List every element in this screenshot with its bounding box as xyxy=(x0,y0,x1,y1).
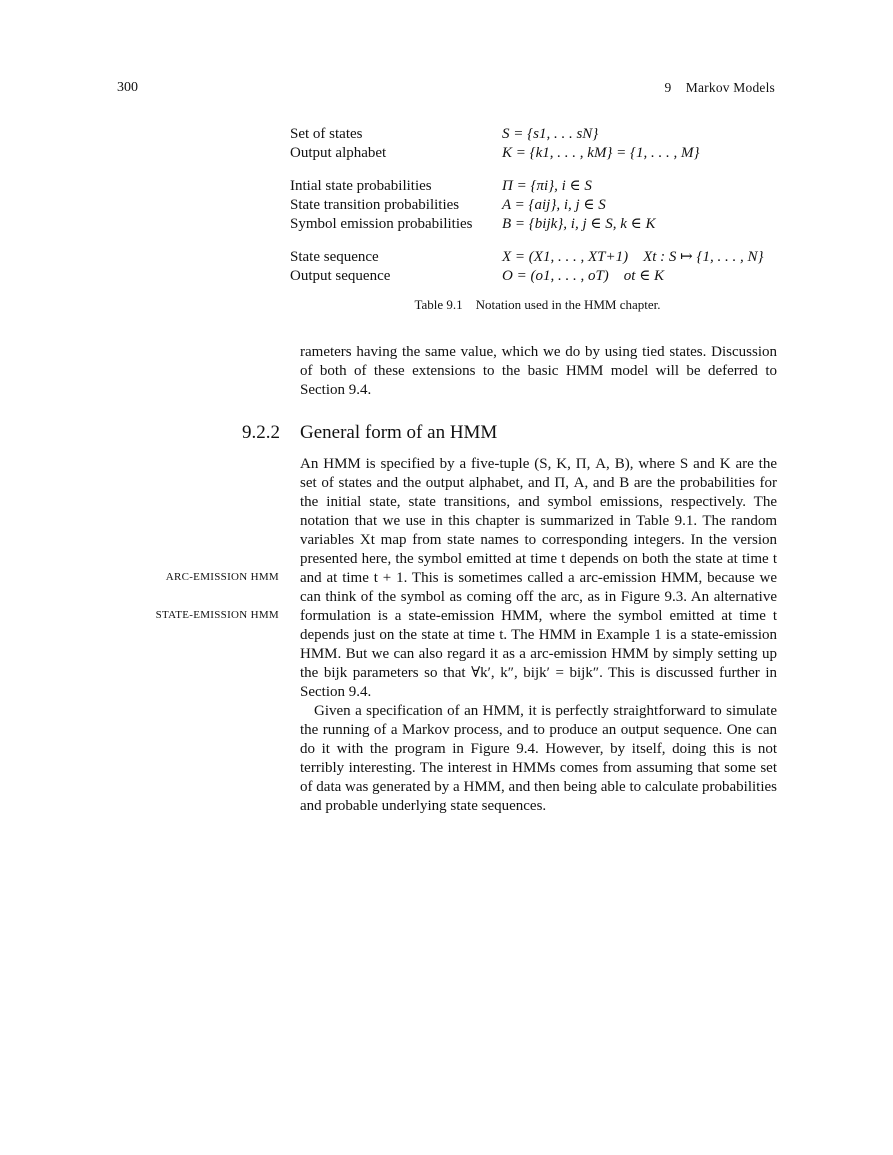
table-row xyxy=(290,248,780,267)
table-term: Set of states xyxy=(290,126,363,142)
table-row xyxy=(290,177,780,196)
table-definition: Π = {πi}, i ∈ S xyxy=(502,178,592,194)
table-row xyxy=(290,125,780,144)
continuation-paragraph xyxy=(300,343,777,400)
table-definition: O = (o1, . . . , oT) ot ∈ K xyxy=(502,268,665,284)
table-row xyxy=(290,196,780,215)
table-group xyxy=(290,248,780,286)
section-body xyxy=(300,455,777,816)
table-term: Output alphabet xyxy=(290,145,387,161)
section-title: General form of an HMM xyxy=(300,422,498,443)
table-term: Symbol emission probabilities xyxy=(290,216,473,232)
table-definition: X = (X1, . . . , XT+1) Xt : S ↦ {1, . . . , N} xyxy=(502,249,764,265)
paragraph: rameters having the same value, which we do by using tied states. Discussion of both of these extensions to the basic HMM model will be deferred to Section 9.4. xyxy=(300,344,777,398)
table-term: State transition probabilities xyxy=(290,197,460,213)
table-definition: S = {s1, . . . sN} xyxy=(502,126,599,142)
margin-note-arc-emission: ARC-EMISSION HMM xyxy=(165,571,279,583)
section-number: 9.2.2 xyxy=(242,422,280,443)
table-definition: K = {k1, . . . , kM} = {1, . . . , M} xyxy=(502,145,700,161)
table-term: State sequence xyxy=(290,249,379,265)
table-definition: B = {bijk}, i, j ∈ S, k ∈ K xyxy=(502,216,656,232)
page-number: 300 xyxy=(117,80,138,95)
table-row xyxy=(290,144,780,163)
table-definition: A = {aij}, i, j ∈ S xyxy=(502,197,606,213)
margin-note-state-emission: STATE-EMISSION HMM xyxy=(155,609,279,621)
table-group xyxy=(290,125,780,163)
table-group xyxy=(290,177,780,234)
table-row xyxy=(290,267,780,286)
table-row xyxy=(290,215,780,234)
table-term: Output sequence xyxy=(290,268,391,284)
notation-table xyxy=(290,125,780,300)
paragraph: An HMM is specified by a five-tuple (S, K, Π, A, B), where S and K are the set of states and the output alphabet, and Π, A, and B are the probabilities for the initial state, state transitions, and symbol emissions, respectively. The notation that we use in this chapter is summarized in Table 9.1. The random variables Xt map from state names to corresponding integers. In the version presented here, the symbol emitted at time t depends on both the state at time t and at time t + 1. This is sometimes called a arc-emission HMM, because we can think of the symbol as coming off the arc, as in Figure 9.3. An alternative formulation is a state-emission HMM, where the symbol emitted at time t depends just on the state at time t. The HMM in Example 1 is a state-emission HMM. But we can also regard it as a arc-emission HMM by simply setting up the bijk parameters so that ∀k′, k″, bijk′ = bijk″. This is discussed further in Section 9.4. xyxy=(300,456,777,700)
table-caption: Table 9.1 Notation used in the HMM chapter. xyxy=(414,297,661,312)
table-term: Intial state probabilities xyxy=(290,178,432,194)
paragraph: Given a specification of an HMM, it is perfectly straightforward to simulate the running of a Markov process, and to produce an output sequence. One can do it with the program in Figure 9.4. However, by itself, doing this is not terribly interesting. The interest in HMMs comes from assuming that some set of data was generated by a HMM, and then being able to calculate probabilities and probable underlying state sequences. xyxy=(300,703,777,814)
section-heading xyxy=(242,422,497,444)
running-head: 9 Markov Models xyxy=(664,80,775,95)
